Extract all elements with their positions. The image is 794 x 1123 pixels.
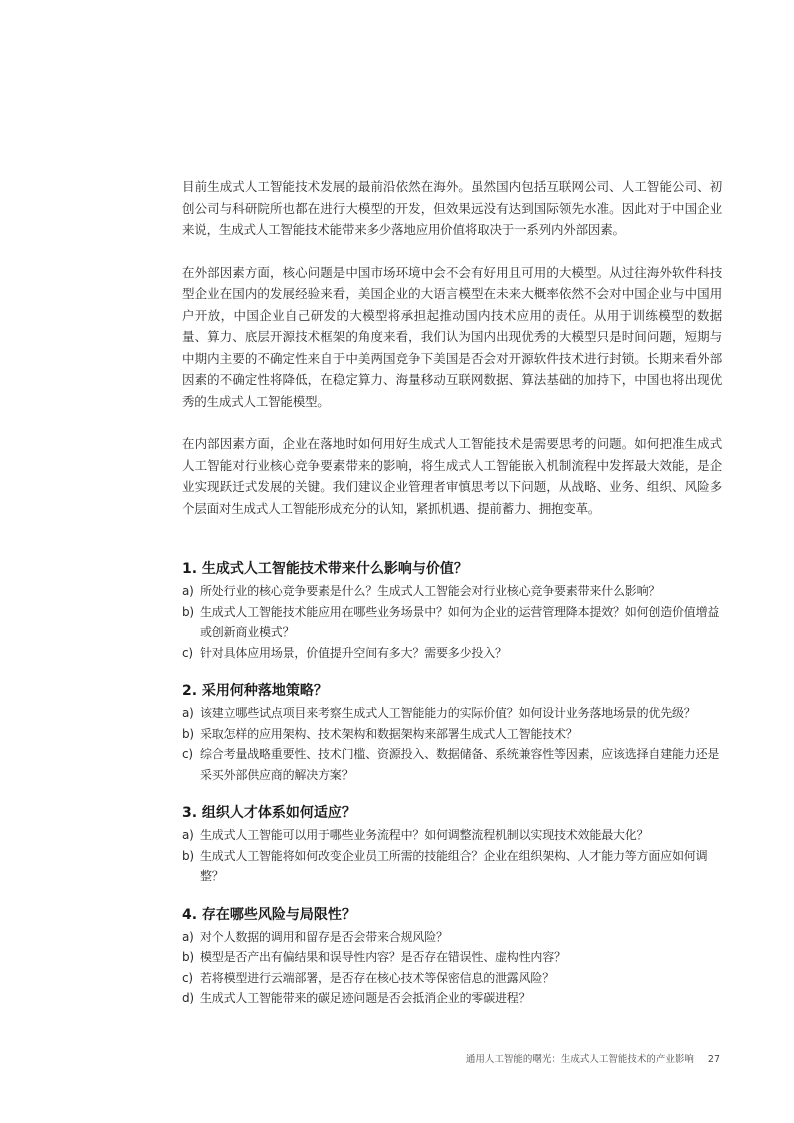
page-number: 27 (707, 1054, 720, 1065)
question-item (182, 988, 722, 1009)
question-text: 生成式人工智能将如何改变企业员工所需的技能组合？企业在组织架构、人才能力等方面应如何调整？ (200, 848, 708, 883)
section-heading: 2. 采用何种落地策略？ (182, 683, 328, 699)
page-footer (420, 1053, 720, 1067)
question-text: 模型是否产出有偏结果和误导性内容？是否存在错误性、虚构性内容？ (200, 950, 566, 964)
question-item (182, 927, 722, 948)
internal-factors-paragraph: 在内部因素方面，企业在落地时如何用好生成式人工智能技术是需要思考的问题。如何把准生成式人工智能对行业核心竞争要素带来的影响，将生成式人工智能嵌入机制流程中发挥最大效能，是企业实现跃迁式发展的关键。我们建议企业管理者审慎思考以下问题，从战略、业务、组织、风险多个层面对生成式人工智能形成充分的认知，紧抓机遇、提前蓄力、拥抱变革。 (182, 436, 722, 516)
question-item (182, 581, 722, 602)
question-item (182, 744, 722, 785)
section-organization-talent (182, 803, 722, 887)
external-factors-paragraph: 在外部因素方面，核心问题是中国市场环境中会不会有好用且可用的大模型。从过往海外软件科技型企业在国内的发展经验来看，美国企业的大语言模型在未来大概率依然不会对中国企业与中国用户开放，中国企业自己研发的大模型将承担起推动国内技术应用的责任。从用于训练模型的数据量、算力、底层开源技术框架的角度来看，我们认为国内出现优秀的大模型只是时间问题，短期与中期内主要的不确定性来自于中美两国竞争下美国是否会对开源软件技术进行封锁。长期来看外部因素的不确定性将降低，在稳定算力、海量移动互联网数据、算法基础的加持下，中国也将出现优秀的生成式人工智能模型。 (182, 264, 722, 409)
question-item (182, 947, 722, 968)
page-content (182, 176, 722, 1027)
question-item (182, 724, 722, 745)
question-text: 对个人数据的调用和留存是否会带来合规风险？ (200, 929, 448, 944)
section-impact-value (182, 559, 722, 663)
question-item (182, 703, 722, 724)
question-text: 综合考量战略重要性、技术门槛、资源投入、数据储备、系统兼容性等因素，应该选择自建能力还是采买外部供应商的解决方案？ (200, 747, 720, 782)
section-heading: 3. 组织人才体系如何适应？ (182, 805, 356, 821)
question-text: 采取怎样的应用架构、技术架构和数据架构来部署生成式人工智能技术？ (200, 726, 578, 741)
question-label: c) (182, 747, 193, 761)
question-label: a) (182, 929, 194, 944)
question-text: 针对具体应用场景，价值提升空间有多大？需要多少投入？ (200, 645, 507, 660)
question-label: c) (182, 645, 193, 660)
question-item (182, 602, 722, 643)
question-label: b) (182, 848, 194, 863)
section-landing-strategy (182, 681, 722, 785)
question-text: 该建立哪些试点项目来考察生成式人工智能能力的实际价值？如何设计业务落地场景的优先级？ (200, 706, 696, 720)
question-text: 若将模型进行云端部署，是否存在核心技术等保密信息的泄露风险？ (200, 970, 555, 985)
question-sections (182, 559, 722, 1009)
question-label: c) (182, 970, 193, 985)
intro-paragraph: 目前生成式人工智能技术发展的最前沿依然在海外。虽然国内包括互联网公司、人工智能公司、初创公司与科研院所也都在进行大模型的开发，但效果远没有达到国际领先水准。因此对于中国企业来说，生成式人工智能技术能带来多少落地应用价值将取决于一系列内外部因素。 (182, 179, 722, 237)
question-label: d) (182, 991, 194, 1005)
question-label: b) (182, 950, 194, 964)
question-text: 生成式人工智能带来的碳足迹问题是否会抵消企业的零碳进程？ (200, 991, 531, 1005)
question-item (182, 643, 722, 664)
question-label: b) (182, 604, 194, 619)
question-label: b) (182, 726, 194, 741)
question-text: 生成式人工智能可以用于哪些业务流程中？如何调整流程机制以实现技术效能最大化？ (200, 828, 649, 842)
section-heading: 1. 生成式人工智能技术带来什么影响与价值？ (182, 561, 468, 577)
question-text: 生成式人工智能技术能应用在哪些业务场景中？如何为企业的运营管理降本提效？如何创造价值增益或创新商业模式？ (200, 604, 720, 639)
question-item (182, 825, 722, 846)
question-item (182, 846, 722, 887)
question-text: 所处行业的核心竞争要素是什么？生成式人工智能会对行业核心竞争要素带来什么影响？ (200, 584, 661, 598)
question-item (182, 968, 722, 989)
section-risks-limitations (182, 905, 722, 1009)
section-heading: 4. 存在哪些风险与局限性？ (182, 906, 356, 923)
question-label: a) (182, 584, 194, 598)
footer-title: 通用人工智能的曙光：生成式人工智能技术的产业影响 (465, 1054, 694, 1065)
question-label: a) (182, 828, 194, 842)
question-label: a) (182, 706, 194, 720)
